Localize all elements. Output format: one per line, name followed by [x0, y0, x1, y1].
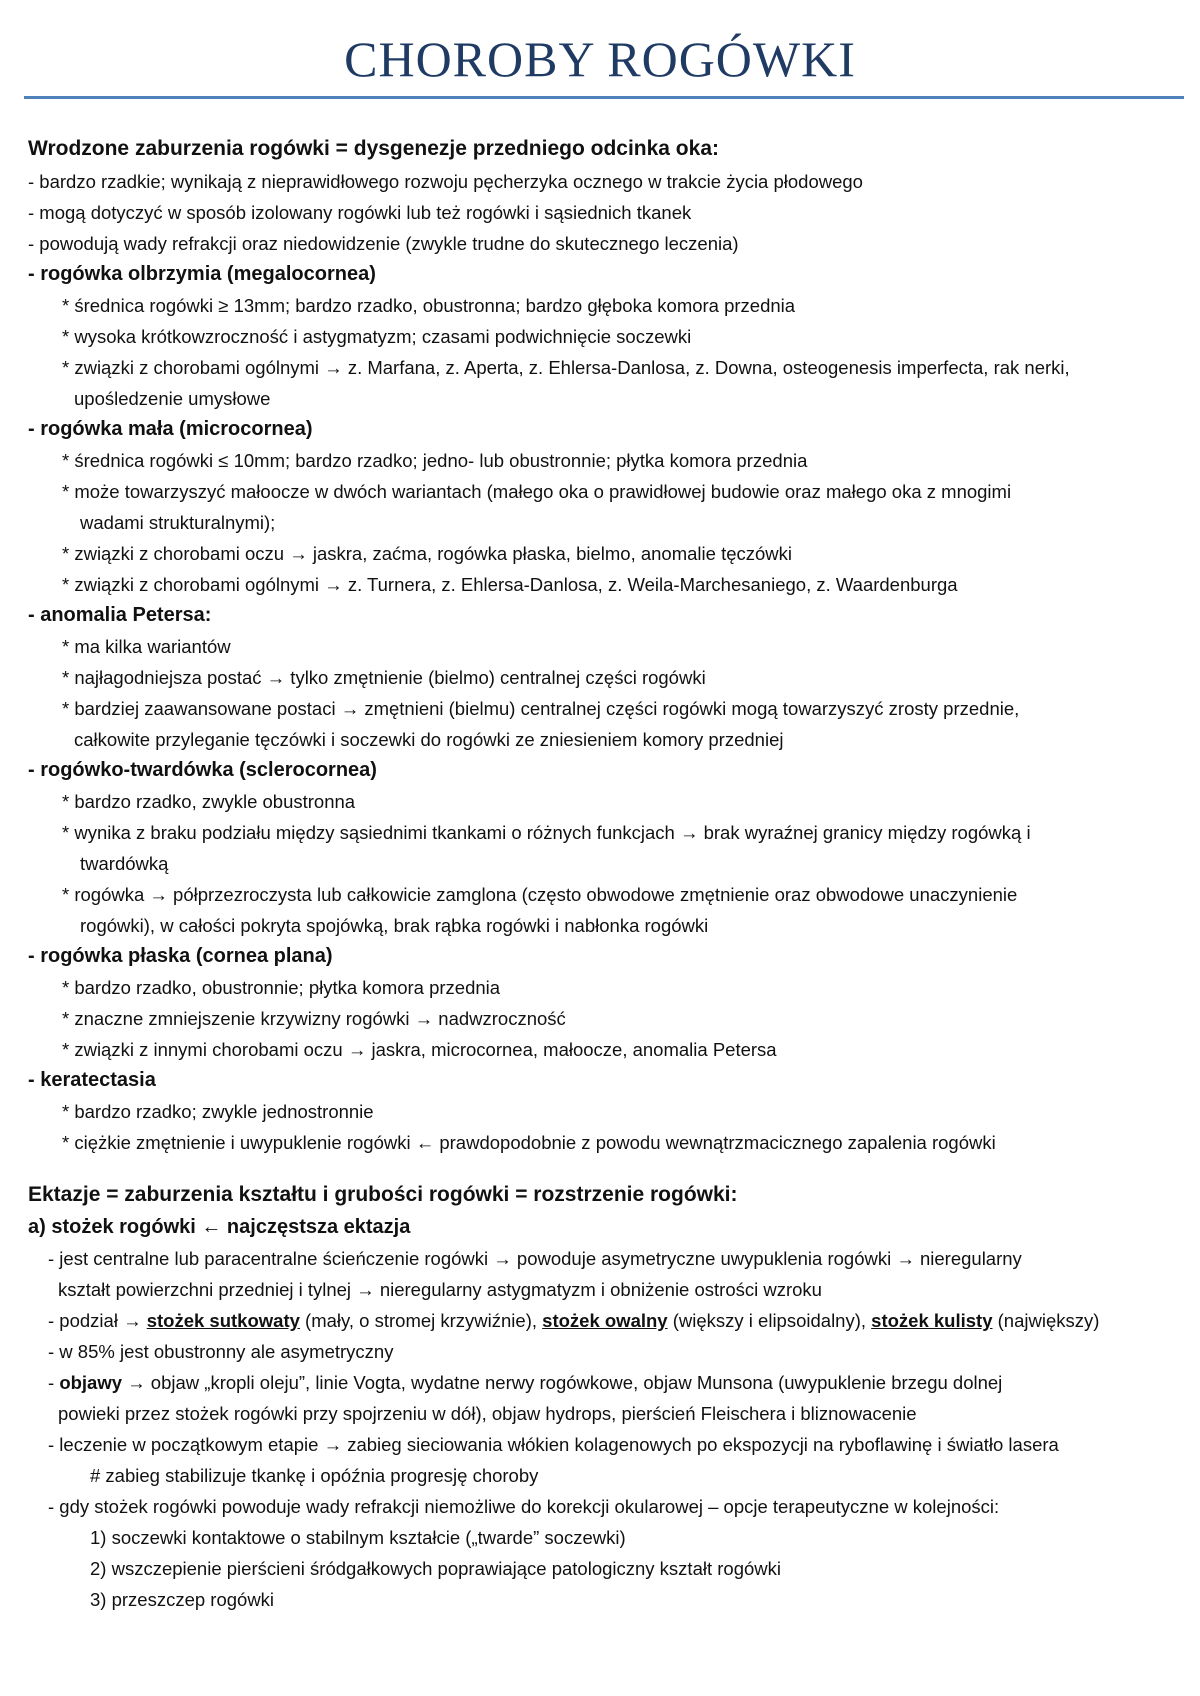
bullet-item: * ma kilka wariantów — [62, 636, 231, 657]
bullet-item: * związki z innymi chorobami oczu → jaskra, microcornea, małoocze, anomalia Petersa — [62, 1039, 777, 1060]
list-continuation: powieki przez stożek rogówki przy spojrzeniu w dół), objaw hydrops, pierścień Fleischera i bliznowacenie — [58, 1403, 917, 1424]
bullet-item: * wynika z braku podziału między sąsiednimi tkankami o różnych funkcjach → brak wyraźnej granicy między rogówką i — [62, 822, 1031, 843]
intro-line: - mogą dotyczyć w sposób izolowany rogówki lub też rogówki i sąsiednich tkanek — [28, 202, 692, 223]
document-body — [28, 132, 1188, 1615]
therapy-option: 3) przeszczep rogówki — [90, 1589, 275, 1610]
bullet-item: * bardzo rzadko; zwykle jednostronnie — [62, 1101, 374, 1122]
bullet-item: * ciężkie zmętnienie i uwypuklenie rogówki ← prawdopodobnie z powodu wewnątrzmacicznego zapalenia rogówki — [62, 1132, 996, 1153]
text-span: (mały, o stromej krzywiźnie), — [299, 1310, 543, 1331]
bullet-item: * średnica rogówki ≤ 10mm; bardzo rzadko; jedno- lub obustronnie; płytka komora przednia — [62, 450, 808, 471]
bullet-item: * średnica rogówki ≥ 13mm; bardzo rzadko, obustronna; bardzo głęboka komora przednia — [62, 295, 796, 316]
list-item-classification — [28, 1305, 1188, 1336]
text-span: - — [48, 1372, 60, 1393]
bullet-continuation: rogówki), w całości pokryta spojówką, brak rąbka rogówki i nabłonka rogówki — [80, 915, 709, 936]
list-item: - leczenie w początkowym etapie → zabieg sieciowania włókien kolagenowych po ekspozycji na ryboflawinę i światło lasera — [48, 1434, 1059, 1455]
bullet-item: * najłagodniejsza postać → tylko zmętnienie (bielmo) centralnej części rogówki — [62, 667, 706, 688]
section-heading-ectasias: Ektazje = zaburzenia kształtu i grubości rogówki = rozstrzenie rogówki: — [28, 1183, 738, 1206]
bullet-item: * znaczne zmniejszenie krzywizny rogówki → nadwzroczność — [62, 1008, 566, 1029]
list-item: - gdy stożek rogówki powoduje wady refrakcji niemożliwe do korekcji okularowej – opcje terapeutyczne w kolejności: — [48, 1496, 1000, 1517]
term-oval-cone: stożek owalny — [542, 1310, 668, 1331]
bullet-item: * związki z chorobami oczu → jaskra, zaćma, rogówka płaska, bielmo, anomalie tęczówki — [62, 543, 793, 564]
subheading-keratectasia: - keratectasia — [28, 1069, 156, 1091]
intro-line: - bardzo rzadkie; wynikają z nieprawidłowego rozwoju pęcherzyka ocznego w trakcie życia płodowego — [28, 171, 863, 192]
therapy-option: 2) wszczepienie pierścieni śródgałkowych poprawiające patologiczny kształt rogówki — [90, 1558, 781, 1579]
bullet-continuation: wadami strukturalnymi); — [80, 512, 276, 533]
section-heading-congenital: Wrodzone zaburzenia rogówki = dysgenezje przedniego odcinka oka: — [28, 137, 719, 160]
text-span: → objaw „kropli oleju”, linie Vogta, wydatne nerwy rogówkowe, objaw Munsona (uwypuklenie brzegu dolnej — [122, 1372, 1003, 1393]
section-spacer — [28, 1158, 1188, 1178]
bullet-continuation: całkowite przyleganie tęczówki i soczewki do rogówki ze zniesieniem komory przedniej — [74, 729, 784, 750]
bullet-continuation: twardówką — [80, 853, 169, 874]
page-title: CHOROBY ROGÓWKI — [344, 31, 856, 87]
list-item: - w 85% jest obustronny ale asymetryczny — [48, 1341, 394, 1362]
list-item-symptoms — [28, 1367, 1188, 1398]
subheading-peters-anomaly: - anomalia Petersa: — [28, 604, 212, 626]
bullet-item: * bardzo rzadko, zwykle obustronna — [62, 791, 356, 812]
title-divider — [24, 96, 1184, 99]
text-span: (większy i elipsoidalny), — [667, 1310, 872, 1331]
intro-line: - powodują wady refrakcji oraz niedowidzenie (zwykle trudne do skutecznego leczenia) — [28, 233, 739, 254]
subheading-keratoconus: a) stożek rogówki ← najczęstsza ektazja — [28, 1216, 411, 1238]
bullet-item: * wysoka krótkowzroczność i astygmatyzm; czasami podwichnięcie soczewki — [62, 326, 692, 347]
subheading-microcornea: - rogówka mała (microcornea) — [28, 418, 313, 440]
term-globus-cone: stożek kulisty — [871, 1310, 993, 1331]
list-continuation: kształt powierzchni przedniej i tylnej → nieregularny astygmatyzm i obniżenie ostrości wzroku — [58, 1279, 822, 1300]
text-span: - podział → — [48, 1310, 147, 1331]
bullet-item: * może towarzyszyć małoocze w dwóch wariantach (małego oka o prawidłowej budowie oraz małego oka z mnogimi — [62, 481, 1012, 502]
bullet-item: * bardzo rzadko, obustronnie; płytka komora przednia — [62, 977, 501, 998]
bullet-item: * związki z chorobami ogólnymi → z. Turnera, z. Ehlersa-Danlosa, z. Weila-Marchesaniego, z. Waardenburga — [62, 574, 958, 595]
list-item: - jest centralne lub paracentralne ścieńczenie rogówki → powoduje asymetryczne uwypuklenia rogówki → nieregularny — [48, 1248, 1022, 1269]
subheading-cornea-plana: - rogówka płaska (cornea plana) — [28, 945, 333, 967]
bullet-item: * związki z chorobami ogólnymi → z. Marfana, z. Aperta, z. Ehlersa-Danlosa, z. Downa, osteogenesis imperfecta, rak nerki, — [62, 357, 1070, 378]
list-note: # zabieg stabilizuje tkankę i opóźnia progresję choroby — [90, 1465, 539, 1486]
subheading-megalocornea: - rogówka olbrzymia (megalocornea) — [28, 263, 376, 285]
therapy-option: 1) soczewki kontaktowe o stabilnym kształcie („twarde” soczewki) — [90, 1527, 626, 1548]
text-span: (największy) — [992, 1310, 1100, 1331]
term-symptoms: objawy — [59, 1372, 123, 1393]
subheading-sclerocornea: - rogówko-twardówka (sclerocornea) — [28, 759, 377, 781]
bullet-item: * bardziej zaawansowane postaci → zmętnieni (bielmu) centralnej części rogówki mogą towarzyszyć zrosty przednie, — [62, 698, 1020, 719]
bullet-item: * rogówka → półprzezroczysta lub całkowicie zamglona (często obwodowe zmętnienie oraz obwodowe unaczynienie — [62, 884, 1018, 905]
term-nipple-cone: stożek sutkowaty — [146, 1310, 300, 1331]
bullet-continuation: upośledzenie umysłowe — [74, 388, 271, 409]
